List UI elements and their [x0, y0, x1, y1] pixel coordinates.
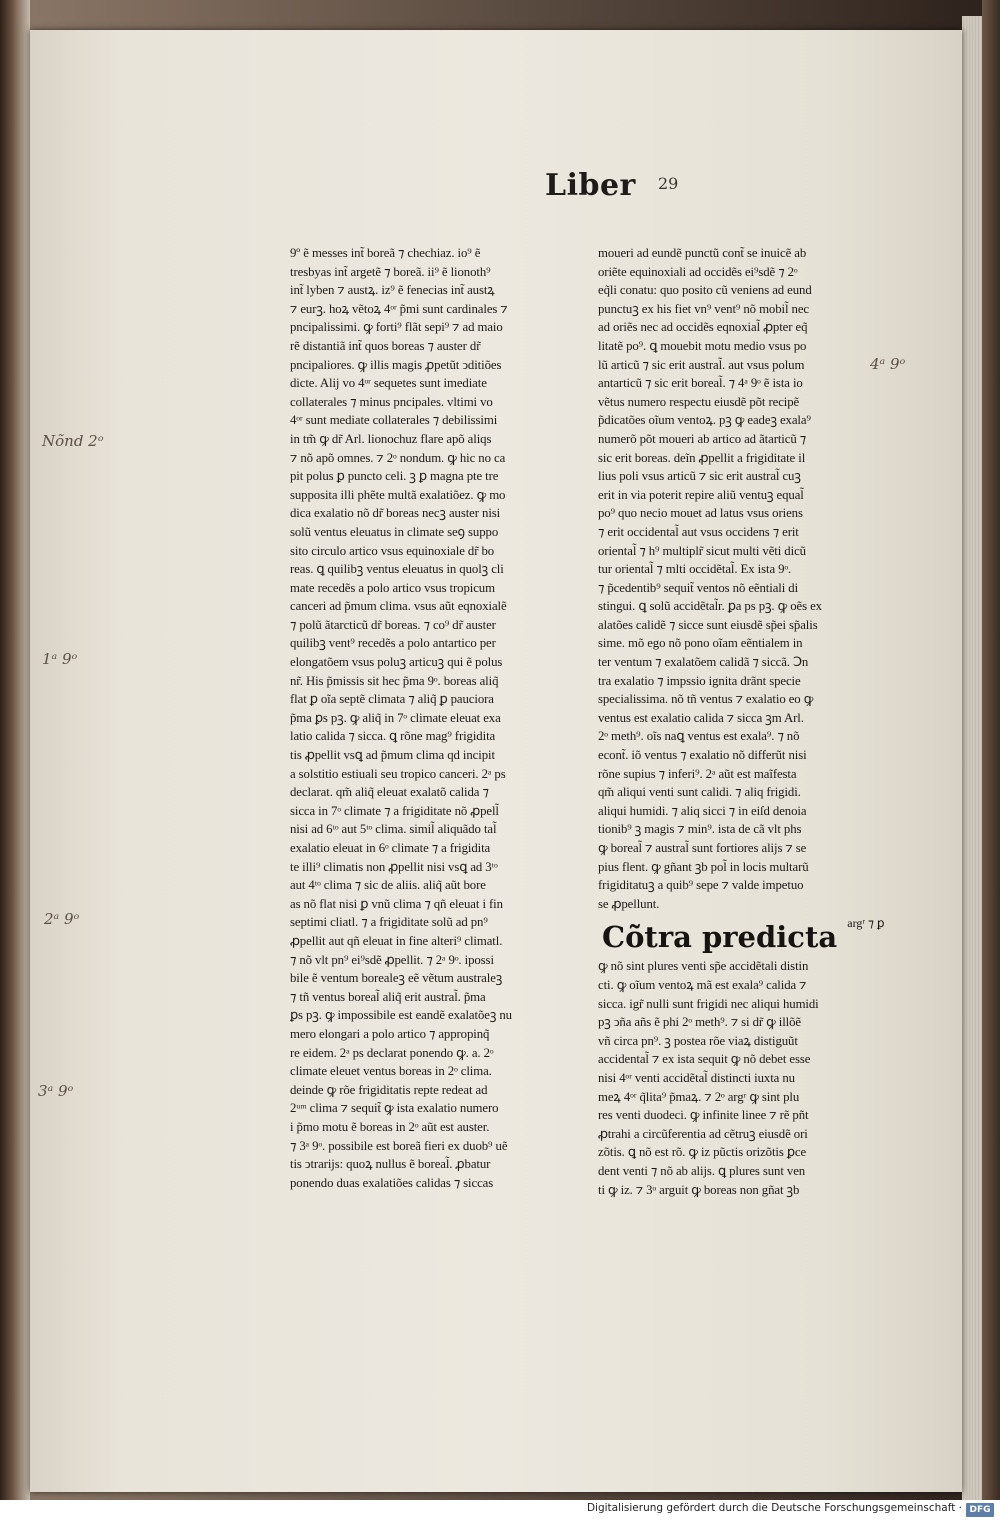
text-line: tis ꝓpellit vsꝗ ad p̃mum clima qd incipit — [290, 748, 495, 763]
text-line: sime. mõ ego nõ pono oĩam eẽntialem in — [598, 636, 803, 651]
text-line: ⁊ tñ ventus boreal̃ aliq̃ erit austral̃. p̃ma — [290, 989, 486, 1004]
text-line: ⁊ nõ vlt pn⁹ ei⁹sdẽ ꝓpellit. ⁊ 2ᵃ 9ᵒ. ipossi — [290, 952, 494, 967]
text-line: quilibꝫ vent⁹ recedẽs a polo antartico per — [290, 636, 496, 651]
margin-note-quarta: 4ᵃ 9ᵒ — [870, 355, 906, 373]
text-line: a solstitio estiuali seu tropico canceri. 2ᵃ ps — [290, 766, 506, 781]
folio-number: 29 — [658, 174, 679, 193]
text-line: 4ᵒʳ sunt mediate collaterales ⁊ debilissimi — [290, 413, 498, 428]
text-line: ponendo duas exalatiões calidas ⁊ siccas — [290, 1175, 494, 1190]
text-column-left — [290, 244, 560, 1192]
text-line: flat ꝑ oĩa septẽ climata ⁊ aliq̃ ꝑ pauciora — [290, 692, 494, 707]
text-line: latio calida ⁊ sicca. ꝗ rõne mag⁹ frigidita — [290, 729, 496, 744]
text-line: alatões calidẽ ⁊ sicce sunt eiusdẽ sp̃ei sp̃alis — [598, 617, 818, 632]
text-line: cti. ꝙ oĩum ventoꝝ mã est exala⁹ calida ⁊ — [598, 977, 807, 992]
text-line: pncipaliores. ꝙ illis magis ꝓpetũt ↄditiões — [290, 357, 502, 372]
text-line: ⁊ nõ apõ omnes. ⁊ 2ᵒ nondum. ꝙ hic no ca — [290, 450, 506, 465]
text-line: aut 4ᵗᵒ clima ⁊ sic de aliis. aliq̃ aũt bore — [290, 878, 486, 893]
text-line: sic erit boreas. deĩn ꝓpellit a frigiditate il — [598, 450, 806, 465]
text-line: meꝝ 4ᵒʳ q̃lita⁹ p̃maꝝ. ⁊ 2ᵒ argʳ ꝙ sint plu — [598, 1089, 800, 1104]
text-line: tis ↄtrarijs: quoꝝ nullus ẽ boreal̃. ꝓbatur — [290, 1157, 491, 1172]
margin-note-prima: 1ᵃ 9ᵒ — [42, 650, 78, 668]
text-line: supposita illi phẽte multã exalatiõez. ꝙ mo — [290, 487, 506, 502]
section-heading — [602, 916, 885, 957]
text-line: dicte. Alij vo 4ᵒʳ sequetes sunt imediate — [290, 376, 487, 391]
text-line: ⁊ 3ᵃ 9ᵒ. possibile est boreã fieri ex duob⁹ uẽ — [290, 1138, 508, 1153]
text-line: mero elongari a polo artico ⁊ appropinq̃ — [290, 1026, 490, 1041]
text-block-right-top — [598, 244, 868, 913]
text-line: oriental̃ ⁊ h⁹ multiplr̃ sicut multi vẽti dicũ — [598, 543, 806, 558]
text-line: moueri ad eundẽ punctũ cont̃ se inuicẽ ab — [598, 246, 807, 260]
text-line: 2ᵒ meth⁹. oĩs naꝗ ventus est exala⁹. ⁊ nõ — [598, 729, 800, 744]
text-line: res venti duodeci. ꝙ infinite linee ⁊ rẽ pñt — [598, 1108, 809, 1123]
text-line: declarat. qm̃ aliq̃ eleuat exalatõ calida ⁊ — [290, 785, 489, 800]
text-line: zõtis. ꝗ nõ est rõ. ꝙ iz pũctis orizõtis ꝑce — [598, 1145, 807, 1160]
margin-note-secunda: 2ᵃ 9ᵒ — [44, 910, 80, 928]
margin-note-nondum: Nõnd 2ᵒ — [42, 432, 104, 450]
text-line: exalatio eleuat in 6ᵒ climate ⁊ a frigidita — [290, 841, 491, 855]
text-line: canceri ad p̃mum clima. vsus aũt eqnoxialẽ — [290, 599, 507, 614]
footer-bar — [0, 1500, 1000, 1520]
text-line: 9º ẽ messes int̃ boreã ⁊ chechiaz. io⁹ ẽ — [290, 246, 481, 260]
text-line: nr̃. His p̃missis sit hec p̃ma 9ᵒ. boreas aliq̃ — [290, 673, 499, 688]
text-line: i p̃mo motu ẽ boreas in 2ᵒ aũt est auster. — [290, 1119, 490, 1134]
text-line: numerõ põt moueri ab artico ad ãtarticũ ⁊ — [598, 431, 806, 446]
text-line: lius poli vsus articũ ⁊ sic erit austral̃ cuꝫ — [598, 469, 801, 484]
text-line: ⁊ eurꝫ. hoꝝ vẽtoꝝ 4ᵒʳ p̃mi sunt cardinales ⁊ — [290, 301, 508, 316]
text-line: elongatõem vsus poluꝫ articuꝫ qui ẽ polus — [290, 655, 503, 670]
text-line: ꝓpellit aut qñ eleuat in fine alteri⁹ climatl. — [290, 933, 503, 948]
text-line: re eidem. 2ᵃ ps declarat ponendo ꝙ. a. 2ᵒ — [290, 1045, 494, 1060]
text-line: ꝙ nõ sint plures venti sp̃e accidẽtali distin — [598, 959, 809, 974]
text-line: punctuꝫ ex his fiet vn⁹ vent⁹ nõ mobil̃ nec — [598, 301, 809, 316]
text-line: eq̃li conatu: quo posito cũ veniens ad eund — [598, 283, 812, 298]
text-line: ventus est exalatio calida ⁊ sicca ꝫm Arl. — [598, 710, 804, 725]
text-line: bile ẽ ventum borealeꝫ eẽ vẽtum australeꝫ — [290, 971, 503, 986]
text-line: ⁊ erit occidental̃ aut vsus occidens ⁊ erit — [598, 524, 799, 539]
text-line: ꝑs pꝫ. ꝙ impossibile est eandẽ exalatõeꝫ nu — [290, 1008, 512, 1023]
text-line: deinde ꝙ rõe frigiditatis repte redeat ad — [290, 1082, 488, 1097]
text-line: sito circulo artico vsus equinoxiale dr̃ bo — [290, 543, 495, 558]
text-line: rõne supius ⁊ inferi⁹. 2ᵃ aũt est maĩfesta — [598, 766, 797, 781]
text-line: pꝫ ↄña añs ẽ phi 2ᵒ meth⁹. ⁊ si dr̃ ꝙ illõẽ — [598, 1015, 801, 1030]
funding-credit: Digitalisierung gefördert durch die Deutsche Forschungsgemeinschaft · — [586, 1502, 962, 1514]
dfg-logo-icon: DFG — [966, 1503, 994, 1517]
text-line: specialissima. nõ tñ ventus ⁊ exalatio eo ꝙ — [598, 692, 814, 707]
running-head: Liber — [545, 168, 636, 203]
text-line: oriẽte equinoxiali ad occidẽs ei⁹sdẽ ⁊ 2ᵒ — [598, 264, 798, 279]
section-heading-text: Cõtra predicta — [602, 920, 838, 955]
text-line: econt̃. iõ ventus ⁊ exalatio nõ differũt nisi — [598, 748, 807, 763]
text-line: dica exalatio nõ dr̃ boreas necꝫ auster nisi — [290, 506, 501, 521]
text-line: ⁊ polũ ãtarcticũ dr̃ boreas. ⁊ co⁹ dr̃ auster — [290, 617, 496, 632]
text-line: ꝙ boreal̃ ⁊ austral̃ sunt fortiores alijs ⁊ se — [598, 841, 807, 855]
text-line: litatẽ po⁹. ꝗ mouebit motu medio vsus po — [598, 338, 807, 353]
text-line: nisi ad 6ᵗᵒ aut 5ᵗᵒ clima. simil̃ aliquãdo tal̃ — [290, 822, 497, 837]
page-edges — [962, 16, 982, 1500]
text-line: tur oriental̃ ⁊ mlti occidẽtal̃. Ex ista 9ᵒ. — [598, 562, 792, 577]
text-line: vẽtus numero respectu eiusdẽ põt recipẽ — [598, 394, 800, 409]
text-line: se ꝓpellunt. — [598, 896, 660, 911]
text-line: reas. ꝗ quilibꝫ ventus eleuatus in quolꝫ cli — [290, 562, 504, 577]
text-line: int̃ lyben ⁊ austꝝ. iz⁹ ẽ fenecias int̃ austꝝ — [290, 283, 495, 298]
text-line: 2ᵘᵐ clima ⁊ sequit̃ ꝙ ista exalatio numero — [290, 1101, 499, 1116]
text-line: ter ventum ⁊ exalatõem calidã ⁊ siccã. Ↄn — [598, 655, 809, 670]
text-block-right-bottom — [598, 957, 868, 1199]
text-line: tra exalatio ⁊ impssio ignita drãnt specie — [598, 673, 801, 688]
text-line: collaterales ⁊ minus pncipales. vltimi vo — [290, 394, 493, 409]
text-line: in tm̃ ꝙ dr̃ Arl. lionochuz flare apõ aliqs — [290, 431, 492, 446]
text-line: nisi 4ᵒʳ venti accidẽtal̃ distincti iuxta nu — [598, 1070, 795, 1085]
text-line: ꝓtrahi a circũferentia ad cẽtruꝫ eiusdẽ ori — [598, 1126, 808, 1141]
text-line: antarticũ ⁊ sic erit boreal̃. ⁊ 4ᵃ 9ᵒ ẽ ista io — [598, 376, 803, 391]
text-line: rẽ distantiã int̃ quos boreas ⁊ auster dr̃ — [290, 338, 481, 353]
text-line: climate eleuet ventus boreas in 2ᵒ clima. — [290, 1064, 492, 1079]
text-line: as nõ flat nisi ꝑ vnũ clima ⁊ qñ eleuat i fin — [290, 896, 503, 911]
text-line: ⁊ p̃cedentib⁹ sequit̃ ventos nõ eẽntiali di — [598, 580, 799, 595]
text-line: mate recedẽs a polo artico vsus tropicum — [290, 580, 495, 595]
text-line: dent venti ⁊ nõ ab alijs. ꝗ plures sunt ven — [598, 1163, 806, 1178]
text-line: aliqui humidi. ⁊ aliq sicci ⁊ in eiſd denoia — [598, 803, 807, 818]
text-line: accidental̃ ⁊ ex ista sequit ꝙ nõ debet esse — [598, 1052, 811, 1067]
text-line: solũ ventus eleuatus in climate seꝯ suppo — [290, 524, 499, 539]
text-line: qm̃ aliqui venti sunt calidi. ⁊ aliq frigidi. — [598, 785, 801, 800]
text-line: ti ꝙ iz. ⁊ 3ᵒ arguit ꝙ boreas non gñat ꝫb — [598, 1182, 800, 1197]
text-line: vñ circa pn⁹. ꝫ postea rõe viaꝝ distiguũt — [598, 1033, 798, 1048]
cover-edge — [982, 0, 1000, 1500]
text-line: pit polus ꝑ puncto celi. ꝫ ꝑ magna pte tre — [290, 469, 499, 484]
text-line: p̃ma ꝑs pꝫ. ꝙ aliq̃ in 7ᵒ climate eleuat exa — [290, 710, 501, 725]
text-line: pius flent. ꝙ gñant ꝫb pol̃ in locis multarũ — [598, 859, 809, 874]
text-line: stingui. ꝗ solũ accidẽtal̃r. ꝑa ps pꝫ. ꝙ oẽs ex — [598, 599, 822, 614]
text-line: sicca. igr̃ nulli sunt frigidi nec aliqui humidi — [598, 996, 819, 1011]
text-line: tresbyas int̃ argetẽ ⁊ boreã. ii⁹ ẽ lionoth⁹ — [290, 264, 491, 279]
text-line: erit in via poterit repire aliũ ventuꝫ equal̃ — [598, 487, 804, 502]
margin-note-tertia: 3ᵃ 9ᵒ — [38, 1082, 74, 1100]
text-line: pncipalissimi. ꝙ forti⁹ flãt sepi⁹ ⁊ ad maio — [290, 320, 503, 335]
text-line: p̃dicatões oĩum ventoꝝ. pꝫ ꝙ eadeꝫ exala⁹ — [598, 413, 811, 428]
text-line: septimi cliatl. ⁊ a frigiditate solũ ad pn⁹ — [290, 915, 488, 930]
text-column-right — [598, 244, 885, 1199]
text-line: sicca in 7ᵒ climate ⁊ a frigiditate nõ ꝓpell̃ — [290, 803, 499, 818]
text-line: tionib⁹ ꝫ magis ⁊ min⁹. ista de cã vlt phs — [598, 822, 802, 837]
text-line: lũ articũ ⁊ sic erit austral̃. aut vsus polum — [598, 357, 805, 372]
text-line: te illi⁹ climatis non ꝓpellit nisi vsꝗ ad 3ᵗᵒ — [290, 859, 498, 874]
text-line: frigiditatuꝫ a quib⁹ sepe ⁊ valde impetuo — [598, 878, 804, 893]
binding-edge — [0, 0, 30, 1500]
text-line: ad oriẽs nec ad occidẽs eqnoxial̃ ꝓpter eq̃ — [598, 320, 808, 335]
section-heading-marker: argʳ ⁊ ꝑ — [847, 916, 885, 931]
text-line: po⁹ quo necio mouet ad latus vsus oriens — [598, 506, 803, 521]
